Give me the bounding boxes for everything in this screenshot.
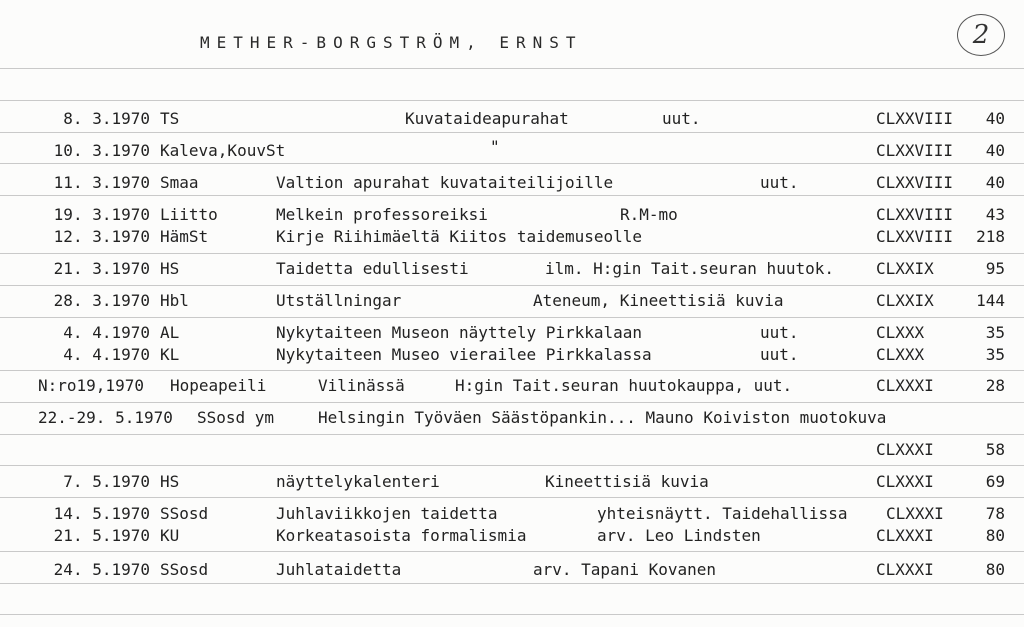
entry-page: 35 bbox=[985, 345, 1005, 364]
entry-page: 43 bbox=[985, 205, 1005, 224]
entry-note: uut. bbox=[760, 323, 799, 342]
entry-title: Nykytaiteen Museon näyttely Pirkkalaan bbox=[276, 323, 643, 342]
entry-page: 28 bbox=[985, 376, 1005, 395]
entry-note: ilm. H:gin Tait.seuran huutok. bbox=[545, 259, 834, 278]
entry-note: R.M-mo bbox=[620, 205, 678, 224]
ruled-line bbox=[0, 285, 1024, 286]
entry-date: 22.-29. 5.1970 bbox=[38, 408, 173, 427]
entry-date: N:ro19,1970 bbox=[38, 376, 144, 395]
entry-date: 21. 3.1970 bbox=[53, 259, 150, 278]
entry-volume: CLXXXI bbox=[876, 472, 934, 491]
ruled-line bbox=[0, 465, 1024, 466]
entry-title: Juhlaviikkojen taidetta bbox=[276, 504, 498, 523]
entry-page: 80 bbox=[985, 560, 1005, 579]
entry-note: uut. bbox=[760, 345, 799, 364]
entry-source: TS bbox=[160, 109, 180, 128]
entry-volume: CLXXX bbox=[876, 323, 925, 342]
ruled-line bbox=[0, 195, 1024, 196]
entry-title: näyttelykalenteri bbox=[276, 472, 440, 491]
entry-note: arv. Tapani Kovanen bbox=[533, 560, 717, 579]
entry-volume: CLXXXI bbox=[876, 526, 934, 545]
ruled-line bbox=[0, 370, 1024, 371]
entry-title: Utställningar bbox=[276, 291, 402, 310]
entry-date: 12. 3.1970 bbox=[53, 227, 150, 246]
entry-date: 4. 4.1970 bbox=[63, 345, 150, 364]
entry-date: 4. 4.1970 bbox=[63, 323, 150, 342]
entry-volume: CLXXVIII bbox=[876, 227, 954, 246]
ruled-line bbox=[0, 614, 1024, 615]
entry-source: Liitto bbox=[160, 205, 218, 224]
ruled-line bbox=[0, 497, 1024, 498]
entry-volume: CLXXIX bbox=[876, 291, 934, 310]
entry-page: 40 bbox=[985, 173, 1005, 192]
entry-volume: CLXXVIII bbox=[876, 141, 954, 160]
entry-title: Kuvataideapurahat bbox=[405, 109, 569, 128]
entry-date: 28. 3.1970 bbox=[53, 291, 150, 310]
entry-volume: CLXXXI bbox=[876, 560, 934, 579]
entry-page: 95 bbox=[985, 259, 1005, 278]
entry-volume: CLXXIX bbox=[876, 259, 934, 278]
ruled-line bbox=[0, 132, 1024, 133]
page-number: 2 bbox=[957, 14, 1005, 56]
ruled-line bbox=[0, 434, 1024, 435]
entry-page: 35 bbox=[985, 323, 1005, 342]
ruled-line bbox=[0, 100, 1024, 101]
entry-title: Juhlataidetta bbox=[276, 560, 402, 579]
entry-volume: CLXXVIII bbox=[876, 205, 954, 224]
entry-source: HS bbox=[160, 259, 180, 278]
ruled-line bbox=[0, 163, 1024, 164]
entry-page: 58 bbox=[985, 440, 1005, 459]
entry-volume: CLXXXI bbox=[886, 504, 944, 523]
entry-note: uut. bbox=[662, 109, 701, 128]
entry-source: HS bbox=[160, 472, 180, 491]
entry-volume: CLXXVIII bbox=[876, 173, 954, 192]
ruled-line bbox=[0, 402, 1024, 403]
entry-title: Kirje Riihimäeltä Kiitos taidemuseolle bbox=[276, 227, 643, 246]
entry-volume: CLXXXI bbox=[876, 440, 934, 459]
entry-note: H:gin Tait.seuran huutokauppa, uut. bbox=[455, 376, 793, 395]
entry-volume: CLXXVIII bbox=[876, 109, 954, 128]
ruled-line bbox=[0, 253, 1024, 254]
entry-date: 8. 3.1970 bbox=[63, 109, 150, 128]
entry-date: 14. 5.1970 bbox=[53, 504, 150, 523]
entry-volume: CLXXXI bbox=[876, 376, 934, 395]
entry-volume: CLXXX bbox=[876, 345, 925, 364]
entry-note: uut. bbox=[760, 173, 799, 192]
card-title: METHER-BORGSTRÖM, ERNST bbox=[200, 33, 583, 52]
entry-page: 40 bbox=[985, 141, 1005, 160]
entry-title: Korkeatasoista formalismia bbox=[276, 526, 527, 545]
ruled-line bbox=[0, 583, 1024, 584]
ruled-line bbox=[0, 551, 1024, 552]
entry-date: 10. 3.1970 bbox=[53, 141, 150, 160]
entry-page: 144 bbox=[976, 291, 1005, 310]
entry-source: KL bbox=[160, 345, 180, 364]
entry-date: 19. 3.1970 bbox=[53, 205, 150, 224]
entry-note: Ateneum, Kineettisiä kuvia bbox=[533, 291, 784, 310]
entry-source: KU bbox=[160, 526, 180, 545]
entry-source: Kaleva,KouvSt bbox=[160, 141, 286, 160]
entry-source: Smaa bbox=[160, 173, 199, 192]
entry-note: Kineettisiä kuvia bbox=[545, 472, 709, 491]
ruled-line bbox=[0, 68, 1024, 69]
entry-page: 69 bbox=[985, 472, 1005, 491]
entry-source: AL bbox=[160, 323, 180, 342]
entry-source: SSosd ym bbox=[197, 408, 275, 427]
entry-note: arv. Leo Lindsten bbox=[597, 526, 761, 545]
entry-title: Melkein professoreiksi bbox=[276, 205, 488, 224]
entry-source: Hopeapeili bbox=[170, 376, 267, 395]
ruled-line bbox=[0, 317, 1024, 318]
entry-page: 40 bbox=[985, 109, 1005, 128]
entry-source: SSosd bbox=[160, 504, 209, 523]
entry-source: Hbl bbox=[160, 291, 189, 310]
entry-title: Vilinässä bbox=[318, 376, 405, 395]
entry-page: 78 bbox=[985, 504, 1005, 523]
entry-source: HämSt bbox=[160, 227, 209, 246]
entry-title: Nykytaiteen Museo vierailee Pirkkalassa bbox=[276, 345, 652, 364]
entry-date: 21. 5.1970 bbox=[53, 526, 150, 545]
entry-note: yhteisnäytt. Taidehallissa bbox=[597, 504, 848, 523]
entry-date: 24. 5.1970 bbox=[53, 560, 150, 579]
entry-title: " bbox=[490, 137, 500, 156]
entry-page: 218 bbox=[976, 227, 1005, 246]
entry-date: 7. 5.1970 bbox=[63, 472, 150, 491]
entry-title: Helsingin Työväen Säästöpankin... Mauno Koiviston muotokuva bbox=[318, 408, 887, 427]
entry-title: Taidetta edullisesti bbox=[276, 259, 469, 278]
entry-page: 80 bbox=[985, 526, 1005, 545]
entry-source: SSosd bbox=[160, 560, 209, 579]
entry-date: 11. 3.1970 bbox=[53, 173, 150, 192]
entry-title: Valtion apurahat kuvataiteilijoille bbox=[276, 173, 614, 192]
